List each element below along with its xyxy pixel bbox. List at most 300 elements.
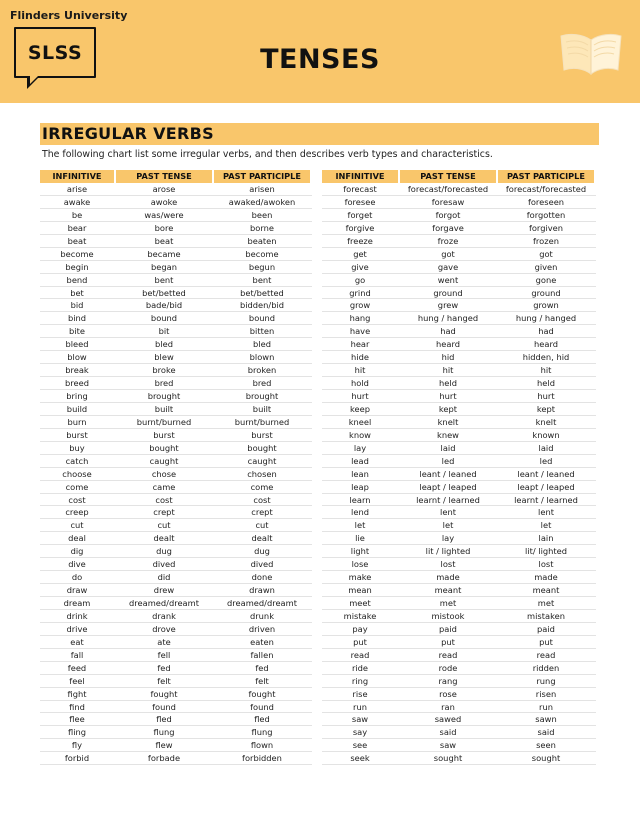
past-participle-cell: brought	[245, 391, 279, 401]
past-participle-cell: dealt	[251, 533, 273, 544]
infinitive-cell: go	[354, 274, 366, 285]
table-row	[322, 506, 596, 519]
past-tense-cell: dealt	[153, 533, 175, 544]
past-participle-cell: cost	[253, 494, 271, 505]
past-participle-cell: sawn	[535, 714, 557, 725]
table-row	[40, 558, 312, 571]
table-row	[322, 713, 596, 726]
infinitive-cell: ride	[351, 662, 369, 673]
table-row	[322, 558, 596, 571]
table-row	[40, 183, 312, 196]
table-row	[40, 519, 312, 532]
past-tense-cell: let	[442, 520, 454, 531]
past-participle-cell: run	[539, 701, 553, 712]
past-participle-cell: burst	[251, 429, 273, 440]
past-participle-cell: ground	[531, 287, 561, 298]
past-participle-cell: burnt/burned	[234, 416, 290, 427]
table-row	[40, 364, 312, 377]
infinitive-cell: grind	[349, 287, 371, 298]
past-tense-cell: became	[147, 248, 181, 259]
past-tense-cell: lent	[440, 507, 456, 518]
past-participle-cell: leant / leaned	[517, 468, 575, 479]
past-participle-cell: lost	[538, 559, 554, 570]
past-tense-cell: rode	[438, 662, 458, 673]
infinitive-cell: begin	[65, 261, 89, 272]
past-tense-cell: ground	[433, 287, 463, 298]
past-tense-cell: began	[151, 261, 177, 272]
infinitive-cell: deal	[68, 533, 86, 544]
table-row	[322, 623, 596, 636]
past-tense-cell: said	[439, 727, 457, 738]
past-participle-cell: held	[537, 378, 555, 389]
table-row	[322, 274, 596, 287]
table-row	[322, 364, 596, 377]
past-participle-cell: awaked/awoken	[228, 196, 296, 207]
infinitive-cell: choose	[62, 468, 92, 479]
table-row	[40, 623, 312, 636]
table-row	[322, 390, 596, 403]
verb-table-left	[40, 170, 312, 765]
table-row	[322, 726, 596, 739]
infinitive-cell: fight	[67, 688, 87, 699]
table-row	[40, 377, 312, 390]
table-row	[40, 338, 312, 351]
past-tense-cell: held	[439, 378, 457, 389]
past-participle-cell: forgotten	[526, 209, 566, 220]
infinitive-cell: catch	[65, 455, 89, 466]
table-row	[40, 752, 312, 765]
infinitive-cell: bid	[70, 300, 84, 311]
table-row	[322, 675, 596, 688]
infinitive-cell: arise	[66, 184, 88, 194]
past-tense-cell: flew	[155, 740, 173, 751]
past-tense-cell: put	[441, 636, 455, 647]
table-row	[322, 429, 596, 442]
infinitive-cell: let	[354, 520, 366, 531]
past-tense-cell: met	[439, 598, 457, 608]
past-participle-cell: heard	[534, 339, 558, 350]
past-tense-cell: crept	[153, 507, 175, 518]
table-header	[322, 170, 596, 183]
past-participle-cell: crept	[251, 507, 273, 518]
past-participle-cell: drunk	[250, 610, 274, 621]
past-participle-cell: foreseen	[527, 196, 565, 207]
past-participle-cell: hit	[540, 365, 552, 376]
past-participle-cell: bitten	[249, 326, 275, 337]
past-tense-cell: fought	[150, 688, 178, 699]
past-participle-cell: eaten	[250, 636, 274, 647]
table-row	[322, 649, 596, 662]
past-participle-cell: rung	[536, 675, 556, 686]
infinitive-cell: bend	[66, 274, 88, 285]
past-participle-cell: hurt	[537, 391, 555, 401]
past-participle-cell: done	[251, 572, 273, 583]
table-row	[40, 481, 312, 494]
past-participle-cell: gone	[535, 274, 557, 285]
past-tense-cell: grew	[437, 300, 459, 311]
infinitive-cell: drink	[66, 610, 88, 621]
table-row	[322, 403, 596, 416]
past-participle-cell: put	[539, 636, 553, 647]
infinitive-cell: hide	[351, 352, 369, 363]
past-tense-cell: bled	[155, 339, 173, 350]
intro-text: The following chart list some irregular verbs, and then describes verb types and characteristics.	[42, 149, 493, 160]
past-participle-cell: ridden	[532, 662, 560, 673]
table-row	[322, 739, 596, 752]
table-row	[322, 636, 596, 649]
infinitive-cell: cost	[68, 494, 86, 505]
infinitive-cell: forecast	[343, 184, 377, 194]
table-row	[322, 519, 596, 532]
past-tense-cell: brought	[147, 391, 181, 401]
past-tense-cell: rose	[439, 688, 457, 699]
table-row	[322, 597, 596, 610]
past-tense-cell: found	[152, 701, 176, 712]
infinitive-cell: bear	[67, 222, 87, 233]
past-tense-cell: sawed	[434, 714, 462, 725]
past-tense-cell: bred	[154, 378, 174, 389]
infinitive-cell: come	[65, 481, 89, 492]
past-participle-cell: beaten	[247, 235, 277, 246]
past-tense-cell: forgot	[435, 209, 461, 220]
past-participle-cell: fought	[248, 688, 276, 699]
table-row	[40, 455, 312, 468]
infinitive-cell: feel	[69, 675, 85, 686]
past-participle-cell: forbidden	[242, 753, 282, 764]
slss-logo-text: SLSS	[27, 41, 83, 64]
infinitive-cell: seek	[350, 753, 370, 764]
infinitive-cell: give	[351, 261, 369, 272]
past-participle-cell: flung	[251, 727, 273, 738]
infinitive-cell: buy	[69, 442, 85, 453]
table-row	[322, 532, 596, 545]
past-tense-cell: lost	[440, 559, 456, 570]
past-participle-cell: meant	[532, 585, 560, 596]
page-title: TENSES	[260, 44, 380, 75]
table-row	[322, 377, 596, 390]
past-participle-cell: forecast/forecasted	[505, 184, 587, 194]
table-row	[40, 713, 312, 726]
past-participle-cell: come	[250, 481, 274, 492]
table-row	[322, 455, 596, 468]
infinitive-cell: blow	[67, 352, 87, 363]
infinitive-cell: mistake	[343, 610, 377, 621]
infinitive-cell: bite	[69, 326, 85, 337]
past-tense-cell: did	[157, 572, 171, 583]
infinitive-cell: meet	[349, 598, 371, 608]
past-participle-cell: broken	[247, 365, 277, 376]
verb-table-right	[322, 170, 596, 765]
past-participle-cell: led	[539, 455, 553, 466]
past-tense-cell: beat	[154, 235, 174, 246]
infinitive-cell: forbid	[64, 753, 90, 764]
table-row	[40, 571, 312, 584]
past-tense-cell: had	[440, 326, 456, 337]
infinitive-cell: beat	[67, 235, 87, 246]
past-tense-cell: led	[441, 455, 455, 466]
infinitive-cell: bind	[67, 313, 87, 324]
infinitive-cell: hold	[351, 378, 369, 389]
past-tense-cell: flung	[153, 727, 175, 738]
past-tense-cell: bore	[154, 222, 174, 233]
infinitive-cell: dig	[70, 546, 84, 557]
infinitive-cell: burn	[67, 416, 87, 427]
table-row	[322, 688, 596, 701]
infinitive-cell: forgive	[345, 222, 375, 233]
table-row	[40, 209, 312, 222]
infinitive-cell: bleed	[65, 339, 89, 350]
infinitive-cell: light	[350, 546, 370, 557]
table-row	[322, 222, 596, 235]
infinitive-cell: breed	[65, 378, 89, 389]
past-tense-cell: dug	[156, 546, 172, 557]
past-participle-cell: bred	[252, 378, 272, 389]
table-row	[322, 312, 596, 325]
past-participle-cell: arisen	[249, 184, 275, 194]
past-participle-cell: met	[537, 598, 555, 608]
table-row	[40, 287, 312, 300]
infinitive-cell: fall	[70, 649, 84, 660]
infinitive-cell: lean	[351, 468, 369, 479]
infinitive-cell: see	[352, 740, 368, 751]
table-row	[40, 649, 312, 662]
past-tense-cell: lay	[441, 533, 455, 544]
past-tense-cell: read	[438, 649, 458, 660]
infinitive-cell: mean	[348, 585, 372, 596]
infinitive-cell: dive	[68, 559, 86, 570]
infinitive-cell: say	[352, 727, 368, 738]
header-past-participle: PAST PARTICIPLE	[214, 170, 310, 183]
past-participle-cell: grown	[533, 300, 559, 311]
table-row	[322, 610, 596, 623]
past-tense-cell: burst	[153, 429, 175, 440]
past-participle-cell: said	[537, 727, 555, 738]
infinitive-cell: lie	[355, 533, 365, 544]
past-participle-cell: been	[251, 209, 273, 220]
table-header	[40, 170, 312, 183]
table-row	[40, 506, 312, 519]
infinitive-cell: pay	[352, 623, 368, 634]
header-infinitive: INFINITIVE	[322, 170, 398, 183]
past-participle-cell: fallen	[250, 649, 274, 660]
past-tense-cell: fled	[156, 714, 172, 725]
past-tense-cell: froze	[437, 235, 459, 246]
past-tense-cell: awoke	[150, 196, 178, 207]
past-tense-cell: broke	[152, 365, 176, 376]
table-row	[40, 701, 312, 714]
past-tense-cell: ate	[157, 636, 171, 647]
past-participle-cell: hung / hanged	[515, 313, 577, 324]
past-participle-cell: dug	[254, 546, 270, 557]
past-participle-cell: given	[534, 261, 558, 272]
table-row	[322, 196, 596, 209]
past-tense-cell: gave	[437, 261, 459, 272]
infinitive-cell: break	[65, 365, 89, 376]
table-row	[322, 662, 596, 675]
table-row	[40, 403, 312, 416]
open-book-icon	[556, 28, 626, 78]
table-row	[322, 325, 596, 338]
past-participle-cell: drawn	[249, 585, 275, 596]
past-participle-cell: had	[538, 326, 554, 337]
infinitive-cell: lead	[351, 455, 369, 466]
past-participle-cell: leapt / leaped	[517, 481, 575, 492]
infinitive-cell: know	[349, 429, 371, 440]
infinitive-cell: become	[60, 248, 94, 259]
past-participle-cell: dreamed/dreamt	[227, 598, 297, 608]
past-tense-cell: bent	[154, 274, 174, 285]
infinitive-cell: feed	[67, 662, 87, 673]
past-tense-cell: leant / leaned	[419, 468, 477, 479]
past-tense-cell: got	[441, 248, 455, 259]
past-participle-cell: sought	[531, 753, 561, 764]
past-tense-cell: hid	[441, 352, 455, 363]
infinitive-cell: build	[66, 403, 88, 414]
infinitive-cell: run	[353, 701, 367, 712]
past-participle-cell: bought	[247, 442, 277, 453]
table-row	[40, 662, 312, 675]
past-participle-cell: caught	[247, 455, 277, 466]
table-row	[40, 222, 312, 235]
table-row	[322, 338, 596, 351]
table-row	[40, 468, 312, 481]
table-row	[40, 416, 312, 429]
past-participle-cell: lent	[538, 507, 554, 518]
infinitive-cell: put	[353, 636, 367, 647]
infinitive-cell: do	[71, 572, 83, 583]
past-participle-cell: borne	[250, 222, 274, 233]
table-row	[322, 571, 596, 584]
past-tense-cell: felt	[157, 675, 171, 686]
table-row	[40, 610, 312, 623]
table-row	[40, 312, 312, 325]
infinitive-cell: draw	[66, 585, 88, 596]
infinitive-cell: fly	[71, 740, 83, 751]
infinitive-cell: hear	[350, 339, 370, 350]
infinitive-cell: rise	[352, 688, 368, 699]
past-tense-cell: leapt / leaped	[419, 481, 477, 492]
past-tense-cell: bade/bid	[145, 300, 183, 311]
past-tense-cell: meant	[434, 585, 462, 596]
past-participle-cell: built	[252, 403, 272, 414]
past-tense-cell: dreamed/dreamt	[129, 598, 199, 608]
past-tense-cell: cut	[157, 520, 171, 531]
table-row	[40, 325, 312, 338]
past-participle-cell: mistaken	[527, 610, 565, 621]
past-participle-cell: lain	[538, 533, 554, 544]
infinitive-cell: ring	[351, 675, 369, 686]
past-tense-cell: came	[152, 481, 176, 492]
past-tense-cell: rang	[438, 675, 458, 686]
past-participle-cell: read	[536, 649, 556, 660]
table-row	[40, 390, 312, 403]
infinitive-cell: lose	[351, 559, 369, 570]
table-row	[322, 752, 596, 765]
infinitive-cell: bet	[70, 287, 84, 298]
past-tense-cell: fell	[157, 649, 171, 660]
past-participle-cell: fled	[254, 714, 270, 725]
table-row	[40, 248, 312, 261]
past-tense-cell: bound	[150, 313, 178, 324]
infinitive-cell: lend	[351, 507, 369, 518]
infinitive-cell: grow	[349, 300, 371, 311]
section-title: IRREGULAR VERBS	[42, 124, 214, 143]
past-tense-cell: bought	[149, 442, 179, 453]
infinitive-cell: creep	[65, 507, 89, 518]
past-tense-cell: forecast/forecasted	[407, 184, 489, 194]
university-name: Flinders University	[10, 9, 128, 22]
past-tense-cell: forgave	[432, 222, 464, 233]
past-tense-cell: bet/betted	[142, 287, 186, 298]
past-participle-cell: hidden, hid	[522, 352, 570, 363]
past-participle-cell: bled	[253, 339, 271, 350]
past-participle-cell: chosen	[247, 468, 277, 479]
past-tense-cell: drank	[152, 610, 176, 621]
infinitive-cell: hang	[349, 313, 371, 324]
past-participle-cell: flown	[250, 740, 274, 751]
infinitive-cell: keep	[350, 403, 370, 414]
table-row	[322, 701, 596, 714]
past-tense-cell: sought	[433, 753, 463, 764]
past-participle-cell: bidden/bid	[239, 300, 285, 311]
past-participle-cell: known	[532, 429, 560, 440]
past-tense-cell: forbade	[147, 753, 181, 764]
past-tense-cell: built	[154, 403, 174, 414]
table-row	[322, 481, 596, 494]
table-row	[322, 442, 596, 455]
infinitive-cell: learn	[349, 494, 371, 505]
table-row	[40, 196, 312, 209]
past-tense-cell: hung / hanged	[417, 313, 479, 324]
past-participle-cell: forgiven	[528, 222, 564, 233]
infinitive-cell: leap	[351, 481, 369, 492]
table-row	[322, 235, 596, 248]
past-tense-cell: heard	[436, 339, 460, 350]
infinitive-cell: kneel	[348, 416, 372, 427]
header-past-participle: PAST PARTICIPLE	[498, 170, 594, 183]
table-row	[40, 351, 312, 364]
past-participle-cell: bet/betted	[240, 287, 284, 298]
past-participle-cell: frozen	[533, 235, 559, 246]
past-tense-cell: dived	[152, 559, 176, 570]
table-row	[40, 261, 312, 274]
past-participle-cell: seen	[536, 740, 556, 751]
past-participle-cell: paid	[537, 623, 555, 634]
past-tense-cell: burnt/burned	[136, 416, 192, 427]
table-row	[322, 545, 596, 558]
past-tense-cell: cost	[155, 494, 173, 505]
infinitive-cell: have	[349, 326, 371, 337]
past-participle-cell: dived	[250, 559, 274, 570]
past-participle-cell: found	[250, 701, 274, 712]
table-row	[40, 675, 312, 688]
past-participle-cell: become	[245, 248, 279, 259]
infinitive-cell: forget	[347, 209, 373, 220]
past-participle-cell: bent	[252, 274, 272, 285]
past-tense-cell: fed	[157, 662, 171, 673]
past-participle-cell: laid	[538, 442, 554, 453]
past-participle-cell: lit/ lighted	[524, 546, 568, 557]
table-row	[322, 416, 596, 429]
infinitive-cell: saw	[351, 714, 369, 725]
infinitive-cell: eat	[70, 636, 84, 647]
table-row	[322, 248, 596, 261]
header-past-tense: PAST TENSE	[400, 170, 496, 183]
past-participle-cell: bound	[248, 313, 276, 324]
past-tense-cell: blew	[154, 352, 174, 363]
past-participle-cell: cut	[255, 520, 269, 531]
infinitive-cell: lay	[353, 442, 367, 453]
